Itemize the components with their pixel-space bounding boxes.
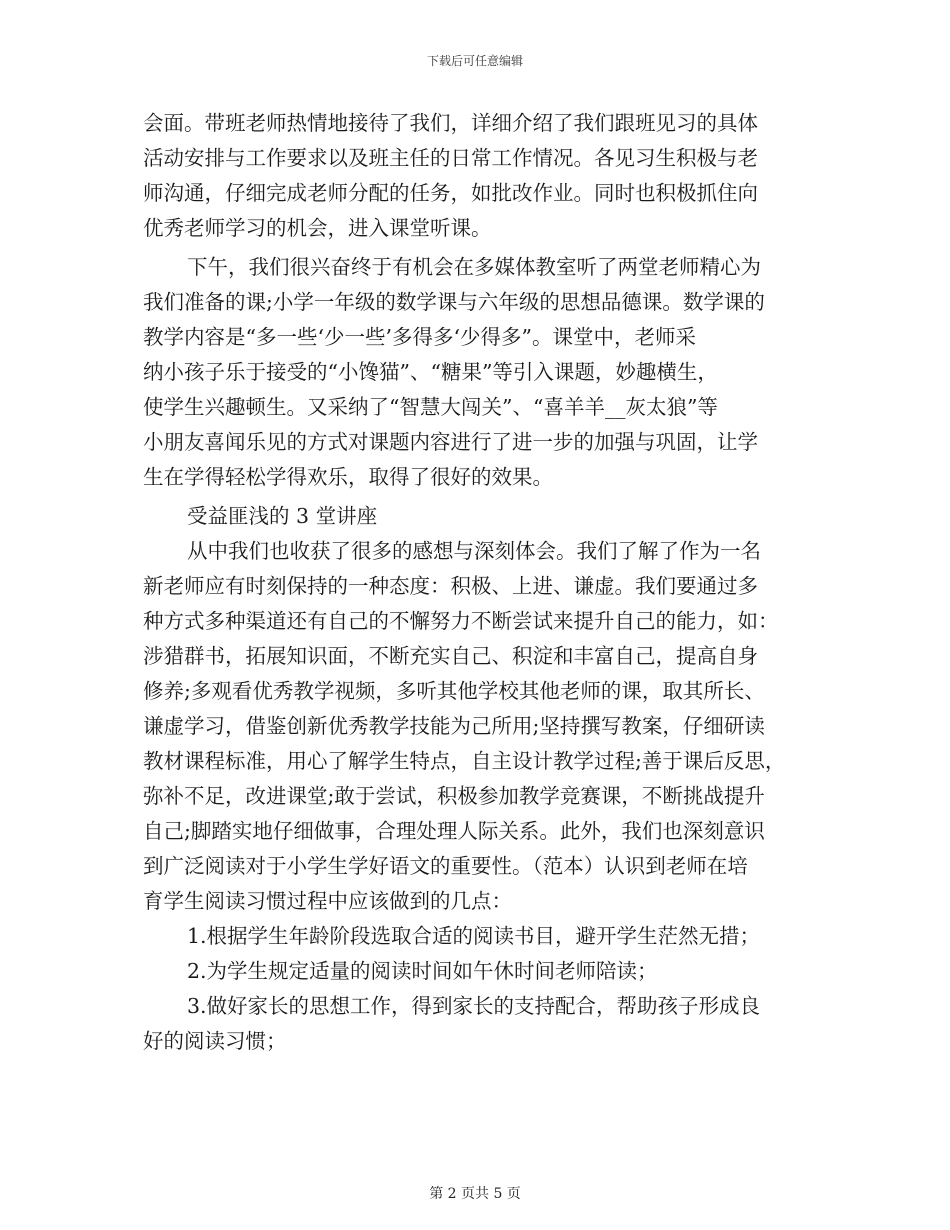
text-line: 下午，我们很兴奋终于有机会在多媒体教室听了两堂老师精心为 bbox=[187, 255, 761, 279]
text-line: 使学生兴趣顿生。又采纳了“智慧大闯关”、“喜羊羊__灰太狼”等 bbox=[143, 395, 718, 419]
text-line: 到广泛阅读对于小学生学好语文的重要性。（范本）认识到老师在培 bbox=[143, 854, 748, 878]
text-line: 会面。带班老师热情地接待了我们，详细介绍了我们跟班见习的具体 bbox=[143, 111, 758, 135]
text-line: 师沟通，仔细完成老师分配的任务，如批改作业。同时也积极抓住向 bbox=[143, 181, 758, 205]
text-line: 生在学得轻松学得欢乐，取得了很好的效果。 bbox=[143, 465, 553, 489]
text-line: 自己;脚踏实地仔细做事，合理处理人际关系。此外，我们也深刻意识 bbox=[143, 819, 765, 843]
body-text bbox=[143, 106, 815, 1059]
text-line: 受益匪浅的 3 堂讲座 bbox=[187, 504, 378, 528]
text-line: 优秀老师学习的机会，进入课堂听课。 bbox=[143, 216, 492, 240]
text-line: 教学内容是“多一些‘少一些’多得多‘少得多”。课堂中，老师采 bbox=[143, 325, 697, 349]
text-line: 我们准备的课;小学一年级的数学课与六年级的思想品德课。数学课的 bbox=[143, 290, 765, 314]
text-line: 育学生阅读习惯过程中应该做到的几点： bbox=[143, 889, 512, 913]
text-line: 2.为学生规定适量的阅读时间如午休时间老师陪读； bbox=[187, 959, 658, 983]
text-line: 修养;多观看优秀教学视频，多听其他学校其他老师的课，取其所长、 bbox=[143, 679, 765, 703]
text-line: 种方式多种渠道还有自己的不懈努力不断尝试来提升自己的能力，如： bbox=[143, 609, 779, 633]
text-line: 谦虚学习，借鉴创新优秀教学技能为己所用;坚持撰写教案，仔细研读 bbox=[143, 714, 765, 738]
text-line: 从中我们也收获了很多的感想与深刻体会。我们了解了作为一名 bbox=[187, 539, 761, 563]
text-line: 弥补不足，改进课堂;敢于尝试，积极参加教学竞赛课，不断挑战提升 bbox=[143, 784, 765, 808]
text-line: 涉猎群书，拓展知识面，不断充实自己、积淀和丰富自己，提高自身 bbox=[143, 644, 758, 668]
text-line: 小朋友喜闻乐见的方式对课题内容进行了进一步的加强与巩固，让学 bbox=[143, 430, 758, 454]
text-line: 教材课程标准，用心了解学生特点，自主设计教学过程;善于课后反思， bbox=[143, 749, 786, 773]
text-line: 新老师应有时刻保持的一种态度：积极、上进、谦虚。我们要通过多 bbox=[143, 574, 758, 598]
text-line: 好的阅读习惯； bbox=[143, 1029, 287, 1053]
page-footer: 第 2 页共 5 页 bbox=[429, 1186, 521, 1202]
text-line: 1.根据学生年龄阶段选取合适的阅读书目，避开学生茫然无措； bbox=[187, 924, 761, 948]
text-line: 纳小孩子乐于接受的“小馋猫”、“糖果”等引入课题，妙趣横生， bbox=[143, 360, 718, 384]
page-header: 下载后可任意编辑 bbox=[426, 54, 523, 68]
text-line: 活动安排与工作要求以及班主任的日常工作情况。各见习生积极与老 bbox=[143, 146, 758, 170]
text-line: 3.做好家长的思想工作，得到家长的支持配合，帮助孩子形成良 bbox=[187, 994, 761, 1018]
